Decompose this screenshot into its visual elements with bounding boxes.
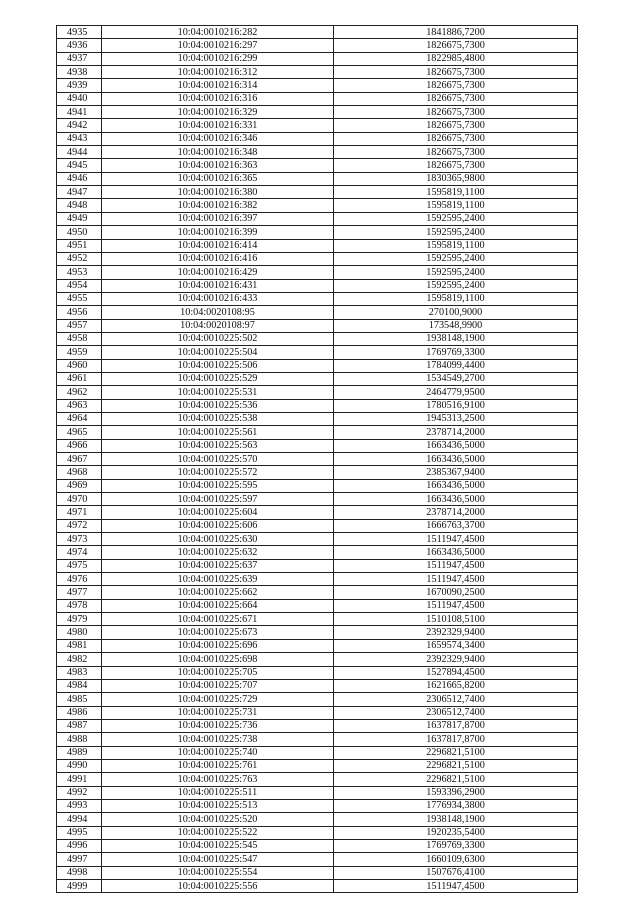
cadastral-number-cell: 10:04:0010216:433 — [102, 292, 334, 305]
cadastral-number-cell: 10:04:0010225:502 — [102, 332, 334, 345]
row-number-cell: 4979 — [57, 613, 102, 626]
row-number-cell: 4980 — [57, 626, 102, 639]
row-number-cell: 4945 — [57, 159, 102, 172]
cadastral-value-cell: 1945313,2500 — [334, 412, 578, 425]
cadastral-value-cell: 1826675,7300 — [334, 92, 578, 105]
row-number-cell: 4965 — [57, 426, 102, 439]
row-number-cell: 4998 — [57, 866, 102, 879]
table-row — [57, 826, 578, 839]
cadastral-number-cell: 10:04:0010225:673 — [102, 626, 334, 639]
row-number-cell: 4984 — [57, 679, 102, 692]
cadastral-value-cell: 2392329,9400 — [334, 653, 578, 666]
row-number-cell: 4936 — [57, 39, 102, 52]
cadastral-value-cell: 1621665,8200 — [334, 679, 578, 692]
cadastral-number-cell: 10:04:0010225:729 — [102, 693, 334, 706]
cadastral-number-cell: 10:04:0010225:738 — [102, 733, 334, 746]
cadastral-number-cell: 10:04:0010225:696 — [102, 639, 334, 652]
row-number-cell: 4947 — [57, 186, 102, 199]
table-row — [57, 279, 578, 292]
cadastral-value-cell: 1784099,4400 — [334, 359, 578, 372]
cadastral-value-cell: 1507676,4100 — [334, 866, 578, 879]
cadastral-value-cell: 1659574,3400 — [334, 639, 578, 652]
row-number-cell: 4967 — [57, 453, 102, 466]
cadastral-number-cell: 10:04:0010216:316 — [102, 92, 334, 105]
table-row — [57, 639, 578, 652]
cadastral-value-cell: 1826675,7300 — [334, 146, 578, 159]
cadastral-value-cell: 1595819,1100 — [334, 186, 578, 199]
table-row — [57, 466, 578, 479]
cadastral-number-cell: 10:04:0010225:639 — [102, 573, 334, 586]
cadastral-number-cell: 10:04:0010216:346 — [102, 132, 334, 145]
cadastral-value-cell: 1826675,7300 — [334, 106, 578, 119]
row-number-cell: 4995 — [57, 826, 102, 839]
table-row — [57, 132, 578, 145]
cadastral-value-cell: 1592595,2400 — [334, 266, 578, 279]
cadastral-value-cell: 1510108,5100 — [334, 613, 578, 626]
cadastral-value-cell: 1841886,7200 — [334, 26, 578, 39]
table-row — [57, 653, 578, 666]
cadastral-value-cell: 1826675,7300 — [334, 79, 578, 92]
row-number-cell: 4961 — [57, 372, 102, 385]
row-number-cell: 4969 — [57, 479, 102, 492]
cadastral-value-cell: 173548,9900 — [334, 319, 578, 332]
cadastral-number-cell: 10:04:0010225:662 — [102, 586, 334, 599]
row-number-cell: 4946 — [57, 172, 102, 185]
row-number-cell: 4937 — [57, 52, 102, 65]
table-row — [57, 493, 578, 506]
cadastral-value-cell: 2464779,9500 — [334, 386, 578, 399]
cadastral-number-cell: 10:04:0010225:736 — [102, 719, 334, 732]
table-row — [57, 613, 578, 626]
cadastral-number-cell: 10:04:0010225:556 — [102, 880, 334, 893]
cadastral-value-cell: 1663436,5000 — [334, 546, 578, 559]
row-number-cell: 4997 — [57, 853, 102, 866]
cadastral-value-cell: 1826675,7300 — [334, 66, 578, 79]
table-row — [57, 519, 578, 532]
row-number-cell: 4987 — [57, 719, 102, 732]
row-number-cell: 4996 — [57, 839, 102, 852]
table-row — [57, 439, 578, 452]
table-row — [57, 839, 578, 852]
cadastral-value-cell: 1595819,1100 — [334, 239, 578, 252]
cadastral-number-cell: 10:04:0010225:740 — [102, 746, 334, 759]
table-row — [57, 559, 578, 572]
row-number-cell: 4959 — [57, 346, 102, 359]
cadastral-number-cell: 10:04:0010225:698 — [102, 653, 334, 666]
cadastral-number-cell: 10:04:0010216:382 — [102, 199, 334, 212]
table-row — [57, 733, 578, 746]
cadastral-number-cell: 10:04:0010225:595 — [102, 479, 334, 492]
row-number-cell: 4990 — [57, 759, 102, 772]
cadastral-value-cell: 1780516,9100 — [334, 399, 578, 412]
table-row — [57, 66, 578, 79]
row-number-cell: 4985 — [57, 693, 102, 706]
row-number-cell: 4940 — [57, 92, 102, 105]
table-row — [57, 306, 578, 319]
table-row — [57, 626, 578, 639]
row-number-cell: 4942 — [57, 119, 102, 132]
table-row — [57, 252, 578, 265]
cadastral-value-cell: 1637817,8700 — [334, 733, 578, 746]
row-number-cell: 4964 — [57, 412, 102, 425]
cadastral-value-cell: 2392329,9400 — [334, 626, 578, 639]
cadastral-value-cell: 1822985,4800 — [334, 52, 578, 65]
cadastral-value-cell: 1663436,5000 — [334, 493, 578, 506]
cadastral-number-cell: 10:04:0010225:538 — [102, 412, 334, 425]
cadastral-number-cell: 10:04:0010225:761 — [102, 759, 334, 772]
cadastral-number-cell: 10:04:0010216:380 — [102, 186, 334, 199]
cadastral-number-cell: 10:04:0010225:597 — [102, 493, 334, 506]
cadastral-number-cell: 10:04:0010225:506 — [102, 359, 334, 372]
table-row — [57, 212, 578, 225]
table-row — [57, 706, 578, 719]
cadastral-value-cell: 1637817,8700 — [334, 719, 578, 732]
cadastral-value-cell: 1592595,2400 — [334, 226, 578, 239]
table-row — [57, 666, 578, 679]
cadastral-value-cell: 1920235,5400 — [334, 826, 578, 839]
row-number-cell: 4977 — [57, 586, 102, 599]
cadastral-number-cell: 10:04:0010216:312 — [102, 66, 334, 79]
table-row — [57, 693, 578, 706]
row-number-cell: 4963 — [57, 399, 102, 412]
table-row — [57, 399, 578, 412]
cadastral-number-cell: 10:04:0010225:707 — [102, 679, 334, 692]
row-number-cell: 4999 — [57, 880, 102, 893]
row-number-cell: 4958 — [57, 332, 102, 345]
table-row — [57, 79, 578, 92]
table-row — [57, 853, 578, 866]
cadastral-number-cell: 10:04:0010225:561 — [102, 426, 334, 439]
cadastral-value-cell: 1826675,7300 — [334, 159, 578, 172]
row-number-cell: 4938 — [57, 66, 102, 79]
table-row — [57, 799, 578, 812]
row-number-cell: 4950 — [57, 226, 102, 239]
table-row — [57, 319, 578, 332]
cadastral-value-cell: 1595819,1100 — [334, 292, 578, 305]
cadastral-value-cell: 2296821,5100 — [334, 759, 578, 772]
cadastral-number-cell: 10:04:0010216:331 — [102, 119, 334, 132]
table-row — [57, 52, 578, 65]
row-number-cell: 4968 — [57, 466, 102, 479]
row-number-cell: 4976 — [57, 573, 102, 586]
cadastral-number-cell: 10:04:0010225:664 — [102, 599, 334, 612]
cadastral-number-cell: 10:04:0010225:522 — [102, 826, 334, 839]
row-number-cell: 4943 — [57, 132, 102, 145]
cadastral-number-cell: 10:04:0010225:545 — [102, 839, 334, 852]
table-row — [57, 453, 578, 466]
cadastral-value-cell: 1592595,2400 — [334, 279, 578, 292]
cadastral-value-cell: 1670090,2500 — [334, 586, 578, 599]
cadastral-number-cell: 10:04:0010216:282 — [102, 26, 334, 39]
table-row — [57, 773, 578, 786]
cadastral-number-cell: 10:04:0010225:606 — [102, 519, 334, 532]
row-number-cell: 4982 — [57, 653, 102, 666]
table-row — [57, 146, 578, 159]
table-row — [57, 546, 578, 559]
row-number-cell: 4994 — [57, 813, 102, 826]
table-row — [57, 866, 578, 879]
cadastral-number-cell: 10:04:0010216:397 — [102, 212, 334, 225]
table-row — [57, 346, 578, 359]
cadastral-value-cell: 1826675,7300 — [334, 119, 578, 132]
row-number-cell: 4972 — [57, 519, 102, 532]
cadastral-number-cell: 10:04:0010216:348 — [102, 146, 334, 159]
cadastral-value-cell: 1938148,1900 — [334, 813, 578, 826]
row-number-cell: 4949 — [57, 212, 102, 225]
table-row — [57, 26, 578, 39]
cadastral-number-cell: 10:04:0010216:416 — [102, 252, 334, 265]
cadastral-number-cell: 10:04:0010225:563 — [102, 439, 334, 452]
table-row — [57, 359, 578, 372]
cadastral-number-cell: 10:04:0010216:431 — [102, 279, 334, 292]
table-row — [57, 39, 578, 52]
table-row — [57, 159, 578, 172]
table-row — [57, 813, 578, 826]
row-number-cell: 4974 — [57, 546, 102, 559]
table-row — [57, 586, 578, 599]
cadastral-value-cell: 1769769,3300 — [334, 346, 578, 359]
row-number-cell: 4951 — [57, 239, 102, 252]
cadastral-number-cell: 10:04:0020108:97 — [102, 319, 334, 332]
table-row — [57, 573, 578, 586]
cadastral-value-cell: 1511947,4500 — [334, 599, 578, 612]
row-number-cell: 4953 — [57, 266, 102, 279]
table-row — [57, 386, 578, 399]
table-row — [57, 266, 578, 279]
table-row — [57, 412, 578, 425]
cadastral-value-cell: 270100,9000 — [334, 306, 578, 319]
cadastral-value-cell: 1663436,5000 — [334, 439, 578, 452]
row-number-cell: 4941 — [57, 106, 102, 119]
cadastral-number-cell: 10:04:0010216:365 — [102, 172, 334, 185]
cadastral-value-cell: 1592595,2400 — [334, 212, 578, 225]
row-number-cell: 4970 — [57, 493, 102, 506]
cadastral-value-cell: 1593396,2900 — [334, 786, 578, 799]
cadastral-number-cell: 10:04:0010225:604 — [102, 506, 334, 519]
row-number-cell: 4975 — [57, 559, 102, 572]
cadastral-value-cell: 1511947,4500 — [334, 559, 578, 572]
row-number-cell: 4954 — [57, 279, 102, 292]
row-number-cell: 4939 — [57, 79, 102, 92]
row-number-cell: 4978 — [57, 599, 102, 612]
row-number-cell: 4983 — [57, 666, 102, 679]
row-number-cell: 4948 — [57, 199, 102, 212]
cadastral-number-cell: 10:04:0010225:637 — [102, 559, 334, 572]
row-number-cell: 4993 — [57, 799, 102, 812]
table-row — [57, 239, 578, 252]
cadastral-value-cell: 1663436,5000 — [334, 453, 578, 466]
cadastral-value-cell: 2378714,2000 — [334, 426, 578, 439]
row-number-cell: 4991 — [57, 773, 102, 786]
cadastral-number-cell: 10:04:0020108:95 — [102, 306, 334, 319]
cadastral-value-cell: 1826675,7300 — [334, 132, 578, 145]
cadastral-number-cell: 10:04:0010225:763 — [102, 773, 334, 786]
cadastral-number-cell: 10:04:0010225:531 — [102, 386, 334, 399]
row-number-cell: 4981 — [57, 639, 102, 652]
table-row — [57, 533, 578, 546]
cadastral-value-cell: 2296821,5100 — [334, 746, 578, 759]
table-row — [57, 199, 578, 212]
cadastral-value-cell: 1592595,2400 — [334, 252, 578, 265]
cadastral-value-cell: 1663436,5000 — [334, 479, 578, 492]
cadastral-number-cell: 10:04:0010225:513 — [102, 799, 334, 812]
row-number-cell: 4960 — [57, 359, 102, 372]
cadastral-number-cell: 10:04:0010216:299 — [102, 52, 334, 65]
cadastral-value-cell: 1511947,4500 — [334, 573, 578, 586]
table-row — [57, 599, 578, 612]
cadastral-number-cell: 10:04:0010216:414 — [102, 239, 334, 252]
table-row — [57, 172, 578, 185]
table-row — [57, 292, 578, 305]
cadastral-number-cell: 10:04:0010225:554 — [102, 866, 334, 879]
cadastral-number-cell: 10:04:0010225:536 — [102, 399, 334, 412]
cadastral-number-cell: 10:04:0010225:731 — [102, 706, 334, 719]
cadastral-value-cell: 1769769,3300 — [334, 839, 578, 852]
cadastral-number-cell: 10:04:0010216:329 — [102, 106, 334, 119]
cadastral-number-cell: 10:04:0010225:630 — [102, 533, 334, 546]
cadastral-number-cell: 10:04:0010216:399 — [102, 226, 334, 239]
cadastral-value-cell: 1666763,3700 — [334, 519, 578, 532]
table-row — [57, 186, 578, 199]
cadastral-number-cell: 10:04:0010225:529 — [102, 372, 334, 385]
cadastral-value-cell: 1826675,7300 — [334, 39, 578, 52]
table-body — [57, 26, 578, 893]
cadastral-number-cell: 10:04:0010216:363 — [102, 159, 334, 172]
cadastral-number-cell: 10:04:0010225:520 — [102, 813, 334, 826]
cadastral-value-cell: 1511947,4500 — [334, 533, 578, 546]
cadastral-value-cell: 1776934,3800 — [334, 799, 578, 812]
cadastral-value-cell: 1595819,1100 — [334, 199, 578, 212]
row-number-cell: 4935 — [57, 26, 102, 39]
table-row — [57, 506, 578, 519]
cadastral-number-cell: 10:04:0010225:547 — [102, 853, 334, 866]
cadastral-number-cell: 10:04:0010225:504 — [102, 346, 334, 359]
cadastral-value-table — [56, 25, 578, 893]
row-number-cell: 4986 — [57, 706, 102, 719]
row-number-cell: 4989 — [57, 746, 102, 759]
cadastral-value-cell: 2306512,7400 — [334, 693, 578, 706]
cadastral-number-cell: 10:04:0010225:632 — [102, 546, 334, 559]
cadastral-number-cell: 10:04:0010216:429 — [102, 266, 334, 279]
cadastral-value-cell: 1511947,4500 — [334, 880, 578, 893]
row-number-cell: 4952 — [57, 252, 102, 265]
cadastral-value-cell: 1830365,9800 — [334, 172, 578, 185]
cadastral-value-cell: 1660109,6300 — [334, 853, 578, 866]
row-number-cell: 4973 — [57, 533, 102, 546]
row-number-cell: 4966 — [57, 439, 102, 452]
row-number-cell: 4962 — [57, 386, 102, 399]
cadastral-value-cell: 2296821,5100 — [334, 773, 578, 786]
cadastral-value-cell: 1527894,4500 — [334, 666, 578, 679]
table-row — [57, 719, 578, 732]
table-row — [57, 106, 578, 119]
cadastral-value-cell: 2306512,7400 — [334, 706, 578, 719]
table-row — [57, 92, 578, 105]
cadastral-value-cell: 2378714,2000 — [334, 506, 578, 519]
table-row — [57, 426, 578, 439]
table-row — [57, 119, 578, 132]
row-number-cell: 4956 — [57, 306, 102, 319]
table-row — [57, 679, 578, 692]
cadastral-number-cell: 10:04:0010225:572 — [102, 466, 334, 479]
table-row — [57, 332, 578, 345]
cadastral-value-cell: 1938148,1900 — [334, 332, 578, 345]
row-number-cell: 4971 — [57, 506, 102, 519]
cadastral-number-cell: 10:04:0010216:297 — [102, 39, 334, 52]
cadastral-value-cell: 1534549,2700 — [334, 372, 578, 385]
table-row — [57, 746, 578, 759]
cadastral-number-cell: 10:04:0010225:570 — [102, 453, 334, 466]
row-number-cell: 4988 — [57, 733, 102, 746]
cadastral-number-cell: 10:04:0010225:671 — [102, 613, 334, 626]
cadastral-number-cell: 10:04:0010225:511 — [102, 786, 334, 799]
cadastral-number-cell: 10:04:0010225:705 — [102, 666, 334, 679]
table-row — [57, 759, 578, 772]
cadastral-value-cell: 2385367,9400 — [334, 466, 578, 479]
table-row — [57, 226, 578, 239]
table-row — [57, 372, 578, 385]
table-row — [57, 880, 578, 893]
table-row — [57, 479, 578, 492]
table-row — [57, 786, 578, 799]
row-number-cell: 4992 — [57, 786, 102, 799]
row-number-cell: 4944 — [57, 146, 102, 159]
cadastral-number-cell: 10:04:0010216:314 — [102, 79, 334, 92]
row-number-cell: 4957 — [57, 319, 102, 332]
row-number-cell: 4955 — [57, 292, 102, 305]
